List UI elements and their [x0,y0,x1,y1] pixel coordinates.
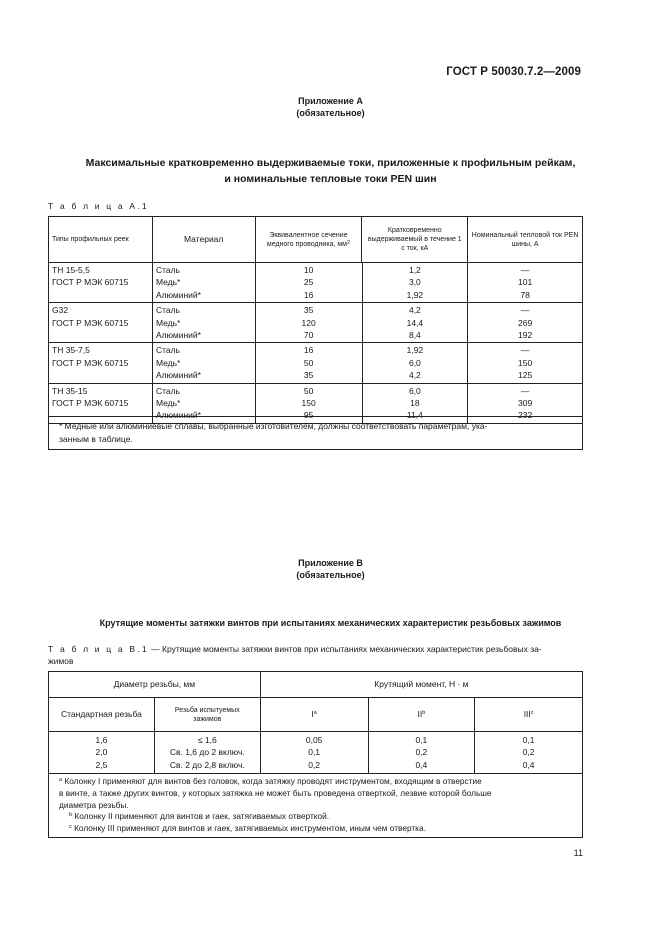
table-b1 [48,671,583,838]
header-pen-current: Номинальный тепловой ток PEN шины, А [468,217,583,263]
rail-type-value: ГОСТ Р МЭК 60715 [52,398,129,409]
cross-section-value: 50 [303,357,314,368]
col-II-sup: b [422,710,426,717]
table-a1 [48,216,583,263]
col-III-sup: c [530,710,534,717]
short-time-current-value: 3,0 [408,277,421,288]
col-I-label: I [311,709,314,720]
short-time-current-value: 1,92 [406,289,424,300]
material-value: Алюминий* [155,289,201,300]
rail-type-cell [49,303,153,343]
torque-I-values [260,732,368,774]
standard-thread-values [49,732,155,774]
short-time-current-value: 4,2 [408,305,421,316]
table-a1-footnote-line2: занным в таблице. [59,434,133,444]
header-col-I [260,698,368,732]
pen-current-value: 232 [518,410,533,421]
torque-II-1: 0,1 [415,735,428,745]
table-b1-caption-line1 [48,643,588,655]
pen-current-value: — [520,385,530,396]
table-a1-footnote-box [48,416,583,450]
rail-type-value: ГОСТ Р МЭК 60715 [52,317,129,328]
short-time-current-cell [362,263,468,303]
col-I-sup: a [313,710,317,717]
table-b1-caption-rest: — Крутящие моменты затяжки винтов при испытаниях механических характеристик резьбовых за- [148,644,542,654]
table-b1-caption-line2: жимов [48,656,74,666]
cross-section-value: 95 [303,410,314,421]
table-a1-row [49,263,583,303]
material-value: Медь* [155,357,181,368]
torque-I-2: 0,1 [308,747,321,758]
short-time-current-cell [362,343,468,383]
cross-section-value: 150 [301,398,316,409]
material-cell [152,263,255,303]
header-torque: Крутящий момент, Н · м [260,672,582,698]
appendix-a-title: Приложение А [298,96,363,106]
table-a1-footnote [49,417,583,450]
material-value: Алюминий* [155,330,201,341]
short-time-current-value: 4,2 [408,370,421,381]
table-a1-caption: Т а б л и ц а А.1 [48,201,149,211]
cross-section-value: 35 [303,370,314,381]
pen-current-value: — [520,305,530,316]
table-a1-row [49,343,583,383]
material-value: Медь* [155,317,181,328]
pen-current-value: — [520,345,530,356]
header-material: Материал [152,217,255,263]
cross-section-value: 120 [301,317,316,328]
header-cross-section-sup: 2 [346,239,351,246]
pen-current-cell [468,343,583,383]
cross-section-cell [255,263,362,303]
short-time-current-value: 11,4 [406,410,423,421]
torque-III-2: 0,2 [522,747,535,758]
tested-thread-1: ≤ 1,6 [197,735,217,745]
rail-type-value: ТН 35-7,5 [52,345,90,356]
rail-type-cell [49,263,153,303]
cross-section-value: 25 [303,277,314,288]
appendix-b-title: Приложение В [298,558,363,568]
rail-type-value: ГОСТ Р МЭК 60715 [52,277,129,288]
torque-I-1: 0,05 [305,735,323,745]
appendix-b-heading: Крутящие моменты затяжки винтов при испытаниях механических характеристик резьбовых зажимов [99,618,562,628]
note-a-marker: a [59,777,63,784]
material-value: Алюминий* [155,370,201,381]
pen-current-value: 309 [518,398,533,409]
pen-current-cell [468,263,583,303]
table-a1-footnote-line1: * Медные или алюминиевые сплавы, выбранные изготовителем, должны соответствовать параметрам, ука- [59,421,488,431]
note-c-text: Колонку III применяют для винтов и гаек, затягиваемых инструментом, иным чем отвертка. [74,823,426,834]
appendix-a-heading-line1: Максимальные кратковременно выдерживаемые токи, приложенные к профильным рейкам, [85,157,576,169]
material-value: Сталь [155,265,180,275]
material-value: Сталь [155,345,180,356]
short-time-current-value: 8,4 [408,330,421,341]
pen-current-value: 269 [518,317,533,328]
material-value: Сталь [155,385,180,396]
cross-section-value: 10 [303,265,314,275]
table-a1-body [48,262,583,424]
document-code: ГОСТ Р 50030.7.2—2009 [446,66,581,78]
cross-section-cell [255,343,362,383]
header-cross-section [255,217,362,263]
table-b1-caption-prefix: Т а б л и ц а В.1 [48,644,149,654]
standard-thread-1: 1,6 [95,735,108,745]
cross-section-value: 35 [303,305,314,316]
header-col-III [475,698,583,732]
pen-current-value: 192 [518,330,533,341]
cross-section-value: 50 [303,385,314,396]
note-a-line1: Колонку I применяют для винтов без головок, когда затяжку проводят инструментом, входящим в отверстие [64,776,482,787]
pen-current-value: 78 [520,289,530,300]
torque-I-3: 0,2 [308,759,321,770]
cross-section-value: 70 [303,330,314,341]
cross-section-cell [255,303,362,343]
cross-section-value: 16 [303,345,314,356]
torque-II-2: 0,2 [415,747,428,758]
pen-current-value: 150 [518,357,533,368]
header-col-II [368,698,475,732]
cross-section-value: 16 [303,289,314,300]
short-time-current-value: 1,2 [408,265,421,275]
material-cell [152,303,255,343]
standard-thread-2: 2,0 [95,747,108,758]
rail-type-cell [49,343,153,383]
rail-type-value: G32 [52,305,69,316]
short-time-current-value: 18 [410,398,420,409]
tested-thread-2: Св. 1,6 до 2 включ. [169,747,245,758]
tested-thread-3: Св. 2 до 2,8 включ. [169,759,245,770]
note-c-marker: c [69,824,72,831]
torque-II-3: 0,4 [415,759,428,770]
header-cross-section-text: Эквивалентное сечение медного проводника, мм [266,231,348,248]
appendix-a-heading-line2: и номинальные тепловые токи PEN шин [224,173,437,185]
col-II-label: II [417,709,423,720]
torque-III-values [475,732,583,774]
table-a1-header-row [49,217,583,263]
rail-type-value: ТН 35-15 [52,385,88,396]
header-standard-thread: Стандартная резьба [49,698,155,732]
standard-thread-3: 2,5 [95,759,108,770]
header-short-time-current: Кратковременно выдерживаемый в течение 1 с ток, кА [362,217,468,263]
material-value: Медь* [155,277,181,288]
note-b-text: Колонку II применяют для винтов и гаек, затягиваемых отверткой. [74,811,330,822]
header-tested-thread [154,698,260,732]
material-cell [152,343,255,383]
rail-type-value: ТН 15-5,5 [52,265,90,275]
material-value: Медь* [155,398,181,409]
note-a-line3: диаметра резьбы. [59,799,129,810]
header-thread-diameter: Диаметр резьбы, мм [49,672,261,698]
page-number: 11 [573,848,583,858]
short-time-current-value: 1,92 [406,345,424,356]
torque-III-3: 0,4 [522,759,535,770]
material-value: Сталь [155,305,180,316]
pen-current-value: 101 [518,277,533,288]
note-a [59,776,576,788]
table-b1-notes [49,774,583,838]
header-rail-type: Типы профильных реек [49,217,153,263]
material-value: Алюминий* [155,410,201,421]
short-time-current-value: 14,4 [406,317,424,328]
rail-type-value: ГОСТ Р МЭК 60715 [52,357,129,368]
header-tested-thread-line1: Резьба испытуемых [174,706,240,714]
table-b1-data-row [49,732,583,774]
short-time-current-value: 6,0 [408,385,421,396]
note-c [59,823,576,835]
note-b [59,811,576,823]
appendix-a-status: (обязательное) [296,108,365,118]
torque-III-1: 0,1 [522,735,535,745]
short-time-current-value: 6,0 [408,357,421,368]
torque-II-values [368,732,475,774]
pen-current-value: 125 [518,370,533,381]
pen-current-value: — [520,265,530,275]
col-III-label: III [523,709,531,720]
appendix-b-status: (обязательное) [296,570,365,580]
table-a1-row [49,303,583,343]
note-b-marker: b [69,812,73,819]
note-a-line2: в винте, а также других винтов, у которых затяжка не может быть проведена отверткой, лезвие которой больше [59,787,492,798]
table-b1-caption [48,643,588,667]
tested-thread-values [154,732,260,774]
header-tested-thread-line2: зажимов [193,715,222,723]
short-time-current-cell [362,303,468,343]
pen-current-cell [468,303,583,343]
